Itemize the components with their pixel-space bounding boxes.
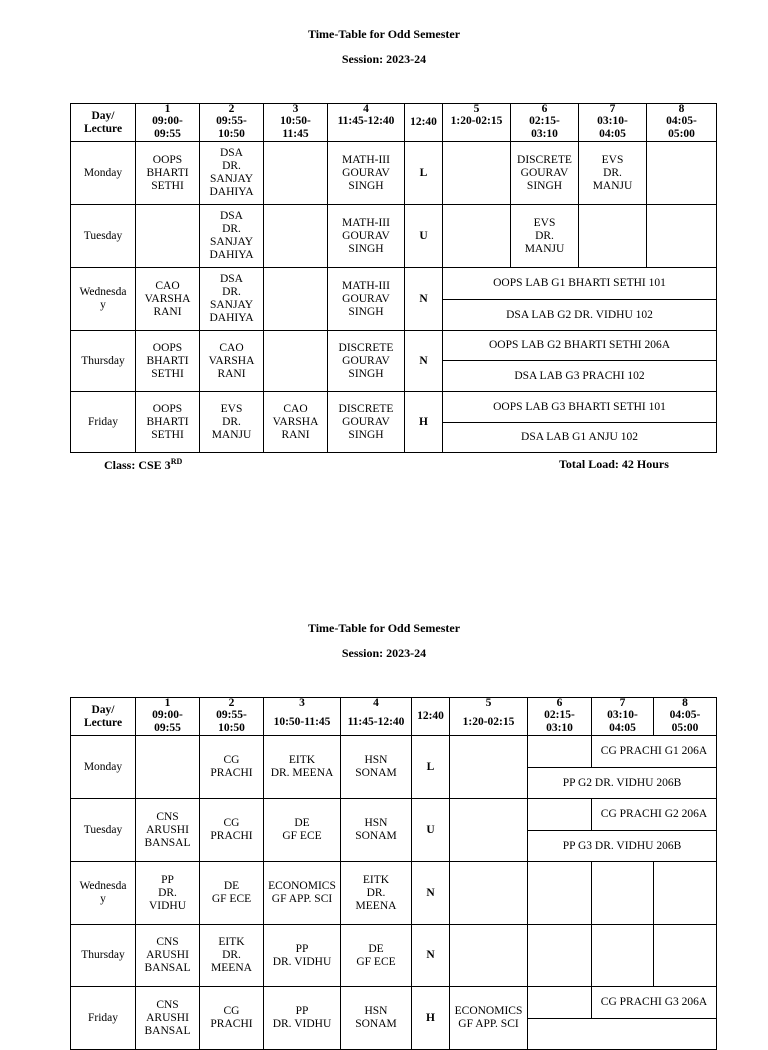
- class-cell: [443, 205, 511, 268]
- class-cell: MATH-III GOURAV SINGH: [328, 142, 405, 205]
- header-number-row: [71, 104, 717, 116]
- lunch-letter: N: [405, 331, 443, 392]
- class-cell: CAO VARSHA RANI: [200, 331, 264, 392]
- header-time-row: [71, 115, 717, 142]
- class-cell: [647, 142, 717, 205]
- lecture-number: 3: [264, 104, 328, 116]
- lab-cell: OOPS LAB G2 BHARTI SETHI 206A: [443, 331, 717, 361]
- timetable-1-title: Time-Table for Odd Semester: [307, 27, 461, 41]
- lecture-time: 11:45-12:40: [328, 115, 405, 142]
- class-cell: PP DR. VIDHU: [264, 925, 341, 987]
- lunch-time-header: 12:40: [405, 104, 443, 142]
- class-cell: CNS ARUSHI BANSAL: [136, 987, 200, 1050]
- day-label: Wednesda y: [71, 862, 136, 925]
- lecture-number: 3: [264, 698, 341, 710]
- class-cell: [647, 205, 717, 268]
- class-cell: OOPS BHARTI SETHI: [136, 392, 200, 453]
- class-cell: EVS DR. MANJU: [579, 142, 647, 205]
- table-row-tuesday: [71, 205, 717, 268]
- day-lecture-header: Day/ Lecture: [71, 104, 136, 142]
- lecture-number: 4: [328, 104, 405, 116]
- lecture-time: 1:20-02:15: [443, 115, 511, 142]
- lecture-time: 09:00- 09:55: [136, 115, 200, 142]
- day-label: Thursday: [71, 925, 136, 987]
- class-cell: DISCRETE GOURAV SINGH: [328, 392, 405, 453]
- empty-cell: [528, 736, 592, 768]
- class-cell: [654, 862, 717, 925]
- lunch-letter: L: [412, 736, 450, 799]
- class-cell: [592, 925, 654, 987]
- class-cell: MATH-III GOURAV SINGH: [328, 205, 405, 268]
- table-row-thursday: [71, 925, 717, 987]
- lunch-letter: N: [412, 925, 450, 987]
- total-load-label: Total Load: 42 Hours: [559, 457, 669, 471]
- class-cell: PP DR. VIDHU: [264, 987, 341, 1050]
- day-label: Thursday: [71, 331, 136, 392]
- class-cell: OOPS BHARTI SETHI: [136, 331, 200, 392]
- class-cell: DE GF ECE: [264, 799, 341, 862]
- lecture-number: 2: [200, 104, 264, 116]
- class-cell: [450, 925, 528, 987]
- timetable-2-title: Time-Table for Odd Semester: [307, 621, 461, 635]
- day-label: Friday: [71, 987, 136, 1050]
- class-cell: OOPS BHARTI SETHI: [136, 142, 200, 205]
- class-cell: ECONOMICS GF APP. SCI: [450, 987, 528, 1050]
- class-label-text: Class: CSE 3: [104, 458, 171, 472]
- lecture-time: 10:50- 11:45: [264, 115, 328, 142]
- timetable-2: [70, 697, 717, 1050]
- table-row-monday: [71, 142, 717, 205]
- lecture-number: 5: [450, 698, 528, 710]
- class-cell: CG PRACHI: [200, 987, 264, 1050]
- day-label: Tuesday: [71, 205, 136, 268]
- lecture-time: 02:15- 03:10: [528, 709, 592, 736]
- class-cell: EITK DR. MEENA: [341, 862, 412, 925]
- class-cell: [528, 925, 592, 987]
- lecture-number: 1: [136, 698, 200, 710]
- day-lecture-header: Day/ Lecture: [71, 698, 136, 736]
- lecture-time: 09:55- 10:50: [200, 709, 264, 736]
- lecture-time: 09:55- 10:50: [200, 115, 264, 142]
- class-cell: HSN SONAM: [341, 987, 412, 1050]
- lecture-time: 03:10- 04:05: [579, 115, 647, 142]
- lab-cell: PP G2 DR. VIDHU 206B: [528, 768, 717, 799]
- class-label-superscript: RD: [170, 457, 183, 466]
- lecture-time: 04:05- 05:00: [647, 115, 717, 142]
- class-cell: DE GF ECE: [200, 862, 264, 925]
- class-cell: DE GF ECE: [341, 925, 412, 987]
- class-cell: EVS DR. MANJU: [200, 392, 264, 453]
- lecture-number: 6: [511, 104, 579, 116]
- lecture-number: 4: [341, 698, 412, 710]
- class-cell: [136, 205, 200, 268]
- lecture-number: 6: [528, 698, 592, 710]
- lunch-letter: N: [405, 268, 443, 331]
- day-label: Monday: [71, 142, 136, 205]
- class-cell: [450, 799, 528, 862]
- lunch-letter: U: [405, 205, 443, 268]
- header-number-row: [71, 698, 717, 710]
- class-cell: EITK DR. MEENA: [200, 925, 264, 987]
- class-cell: DSA DR. SANJAY DAHIYA: [200, 205, 264, 268]
- lab-cell: CG PRACHI G1 206A: [592, 736, 717, 768]
- class-cell: PP DR. VIDHU: [136, 862, 200, 925]
- class-cell: CG PRACHI: [200, 736, 264, 799]
- lecture-time: 04:05- 05:00: [654, 709, 717, 736]
- class-cell: HSN SONAM: [341, 799, 412, 862]
- lab-cell: [528, 1019, 717, 1050]
- lab-cell: DSA LAB G3 PRACHI 102: [443, 361, 717, 392]
- class-cell: CAO VARSHA RANI: [136, 268, 200, 331]
- lab-cell: CG PRACHI G2 206A: [592, 799, 717, 831]
- class-cell: [592, 862, 654, 925]
- class-cell: HSN SONAM: [341, 736, 412, 799]
- empty-cell: [528, 987, 592, 1019]
- class-cell: EVS DR. MANJU: [511, 205, 579, 268]
- lecture-number: 7: [579, 104, 647, 116]
- lab-cell: OOPS LAB G3 BHARTI SETHI 101: [443, 392, 717, 423]
- lunch-letter: H: [412, 987, 450, 1050]
- day-label: Monday: [71, 736, 136, 799]
- table-row-friday: [71, 392, 717, 423]
- table-row-wednesday: [71, 862, 717, 925]
- class-cell: [654, 925, 717, 987]
- header-time-row: [71, 709, 717, 736]
- class-cell: [450, 736, 528, 799]
- class-cell: [450, 862, 528, 925]
- class-cell: ECONOMICS GF APP. SCI: [264, 862, 341, 925]
- timetable-1-session: Session: 2023-24: [341, 52, 427, 66]
- lecture-time: 11:45-12:40: [341, 709, 412, 736]
- class-cell: [264, 205, 328, 268]
- day-label: Friday: [71, 392, 136, 453]
- class-cell: CNS ARUSHI BANSAL: [136, 799, 200, 862]
- class-cell: CAO VARSHA RANI: [264, 392, 328, 453]
- lunch-time-header: 12:40: [412, 698, 450, 736]
- lunch-letter: U: [412, 799, 450, 862]
- lecture-number: 8: [654, 698, 717, 710]
- class-cell: [264, 142, 328, 205]
- lecture-number: 7: [592, 698, 654, 710]
- class-cell: DISCRETE GOURAV SINGH: [511, 142, 579, 205]
- lecture-number: 1: [136, 104, 200, 116]
- class-cell: CNS ARUSHI BANSAL: [136, 925, 200, 987]
- table-row-friday: [71, 987, 717, 1019]
- class-cell: [443, 142, 511, 205]
- class-cell: CG PRACHI: [200, 799, 264, 862]
- lecture-number: 2: [200, 698, 264, 710]
- empty-cell: [528, 799, 592, 831]
- lab-cell: PP G3 DR. VIDHU 206B: [528, 831, 717, 862]
- lecture-time: 09:00- 09:55: [136, 709, 200, 736]
- table-row-thursday: [71, 331, 717, 361]
- class-cell: [136, 736, 200, 799]
- class-cell: MATH-III GOURAV SINGH: [328, 268, 405, 331]
- day-label: Tuesday: [71, 799, 136, 862]
- timetable-2-session: Session: 2023-24: [341, 646, 427, 660]
- day-label: Wednesda y: [71, 268, 136, 331]
- class-cell: DSA DR. SANJAY DAHIYA: [200, 268, 264, 331]
- class-cell: [528, 862, 592, 925]
- class-cell: [264, 331, 328, 392]
- lecture-time: 1:20-02:15: [450, 709, 528, 736]
- lab-cell: DSA LAB G1 ANJU 102: [443, 423, 717, 453]
- lunch-letter: N: [412, 862, 450, 925]
- class-label: [104, 457, 182, 473]
- class-cell: DSA DR. SANJAY DAHIYA: [200, 142, 264, 205]
- lecture-number: 5: [443, 104, 511, 116]
- lecture-time: 03:10- 04:05: [592, 709, 654, 736]
- timetable-1: [70, 103, 717, 453]
- class-cell: EITK DR. MEENA: [264, 736, 341, 799]
- class-cell: [264, 268, 328, 331]
- lab-cell: CG PRACHI G3 206A: [592, 987, 717, 1019]
- table-row-monday: [71, 736, 717, 768]
- lecture-time: 02:15- 03:10: [511, 115, 579, 142]
- lunch-letter: L: [405, 142, 443, 205]
- class-cell: DISCRETE GOURAV SINGH: [328, 331, 405, 392]
- table-row-tuesday: [71, 799, 717, 831]
- lab-cell: OOPS LAB G1 BHARTI SETHI 101: [443, 268, 717, 300]
- table-row-wednesday: [71, 268, 717, 300]
- lecture-number: 8: [647, 104, 717, 116]
- lunch-letter: H: [405, 392, 443, 453]
- lecture-time: 10:50-11:45: [264, 709, 341, 736]
- lab-cell: DSA LAB G2 DR. VIDHU 102: [443, 300, 717, 331]
- class-cell: [579, 205, 647, 268]
